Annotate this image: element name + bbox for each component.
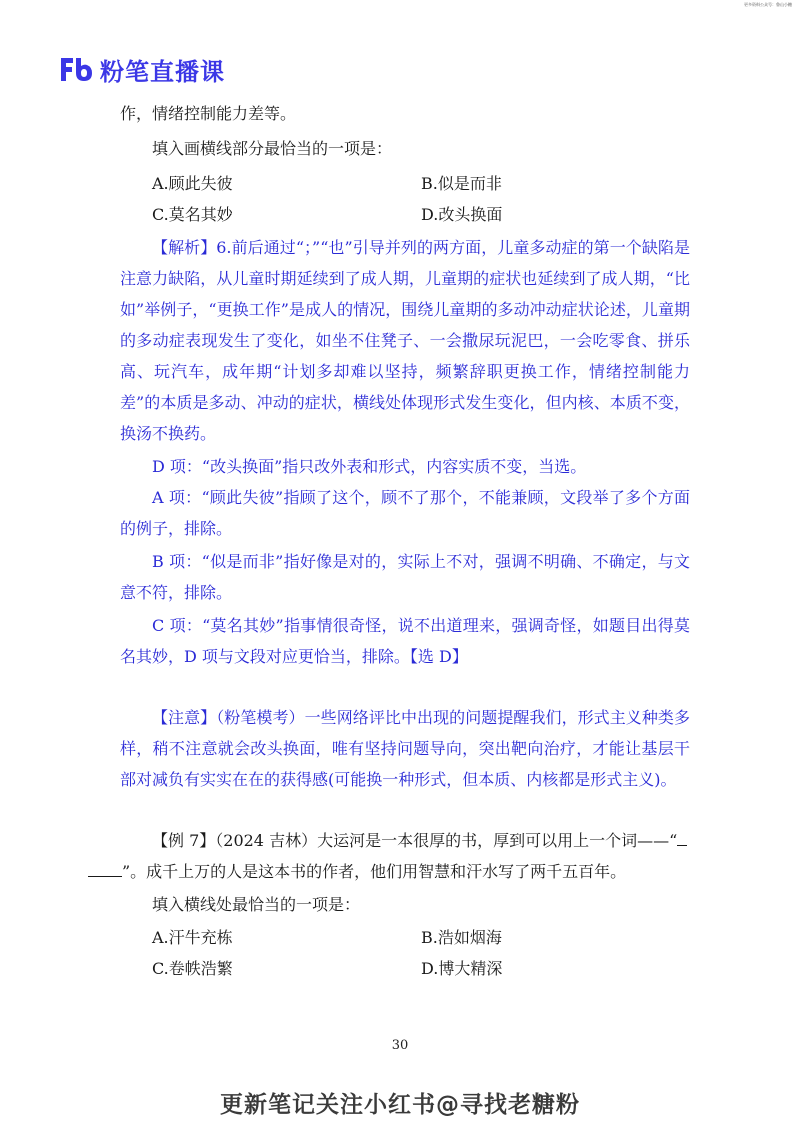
analysis-paragraph: 【解析】6.前后通过“；”“也”引导并列的两方面，儿童多动症的第一个缺陷是注意力缺陷，从儿童时期延续到了成人期，儿童期的症状也延续到了成人期，“比如”举例子，“更换工作”是成人的情况，围绕儿童期的多动冲动症状论述，儿童期的多动症表现发生了变化，如坐不住凳子、一会撒尿玩泥巴，一会吃零食、拼乐高、玩汽车，成年期“计划多却难以坚持，频繁辞职更换工作，情绪控制能力差”的本质是多动、冲动的症状，横线处体现形式发生变化，但内核、本质不变，换汤不换药。 xyxy=(120,238,690,443)
option-c: C.卷帙浩繁 xyxy=(152,959,233,978)
question-prompt: 填入横线处最恰当的一项是： xyxy=(152,895,361,914)
option-d: D.改头换面 xyxy=(421,205,503,224)
example-7-part1: 【例 7】（2024 吉林）大运河是一本很厚的书，厚到可以用上一个词——“ xyxy=(152,831,678,850)
option-b: B.浩如烟海 xyxy=(421,928,502,947)
analysis-d-item: D 项：“改头换面”指只改外表和形式，内容实质不变，当选。 xyxy=(152,457,587,476)
option-c: C.莫名其妙 xyxy=(152,205,233,224)
option-b: B.似是而非 xyxy=(421,174,502,193)
option-a: A.汗牛充栋 xyxy=(152,928,233,947)
option-d: D.博大精深 xyxy=(421,959,503,978)
option-a: A.顾此失彼 xyxy=(152,174,233,193)
blank-line xyxy=(88,859,122,877)
note-paragraph: 【注意】（粉笔模考）一些网络评比中出现的问题提醒我们，形式主义种类多样，稍不注意就会改头换面，唯有坚持问题导向，突出靶向治疗，才能让基层干部对减负有实实在在的获得感(可能换一种形式，但本质、内核都是形式主义)。 xyxy=(120,708,690,789)
blank-line xyxy=(677,828,687,846)
fenbi-logo-icon xyxy=(58,54,94,84)
options-row xyxy=(120,953,690,984)
page-content xyxy=(120,98,690,984)
example-7-stem xyxy=(120,825,690,887)
question-prompt: 填入画横线部分最恰当的一项是： xyxy=(152,139,393,158)
brand-logo xyxy=(58,54,225,84)
analysis-b-item: B 项：“似是而非”指好像是对的，实际上不对，强调不明确、不确定，与文意不符，排除。 xyxy=(120,552,690,602)
options-row xyxy=(120,199,690,230)
corner-note: 更多资料公众号：鲁山小糖 xyxy=(744,2,792,7)
page-number: 30 xyxy=(391,1038,409,1053)
example-7-part2: ”。成千上万的人是这本书的作者，他们用智慧和汗水写了两千五百年。 xyxy=(122,862,627,881)
analysis-a-item: A 项：“顾此失彼”指顾了这个，顾不了那个，不能兼顾，文段举了多个方面的例子，排除。 xyxy=(120,488,690,538)
options-row xyxy=(120,168,690,199)
brand-name: 粉笔直播课 xyxy=(100,57,225,86)
options-row xyxy=(120,922,690,953)
text-line: 作，情绪控制能力差等。 xyxy=(120,104,297,123)
footer-watermark: 更新笔记关注小红书@寻找老糖粉 xyxy=(220,1092,580,1118)
analysis-c-item: C 项：“莫名其妙”指事情很奇怪，说不出道理来，强调奇怪，如题目出得莫名其妙，D 项与文段对应更恰当，排除。【选 D】 xyxy=(120,616,690,666)
